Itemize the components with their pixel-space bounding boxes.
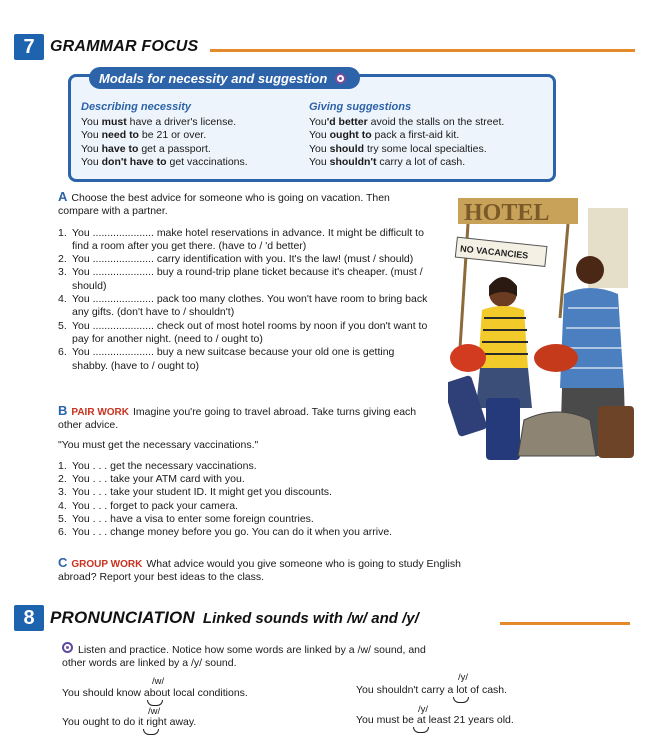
list-item: 5. You ..................... check out of most hotel rooms by noon if you don't want to pay for another night. (need to / ought to) <box>58 319 428 345</box>
audio-icon[interactable] <box>62 642 73 653</box>
grammar-row: You ought to pack a first-aid kit. <box>309 129 460 142</box>
suggestions-heading: Giving suggestions <box>309 101 412 113</box>
part-b-instruction: B PAIR WORK Imagine you're going to travel abroad. Take turns giving each other advice. <box>58 403 417 432</box>
part-b-example: "You must get the necessary vaccinations." <box>58 438 259 451</box>
hotel-sign: HOTEL <box>464 200 550 226</box>
pair-work-tag: PAIR WORK <box>71 407 129 418</box>
part-a-instruction: A Choose the best advice for someone who is going on vacation. Then compare with a partner. <box>58 189 390 218</box>
link-mark <box>453 697 469 703</box>
part-b-list <box>58 460 438 540</box>
section-8-rule <box>500 622 630 625</box>
part-c-letter: C <box>58 555 68 570</box>
part-a-letter: A <box>58 189 68 204</box>
list-item: 3. You ..................... buy a round-trip plane ticket because it's cheaper. (must / should) <box>58 266 423 292</box>
part-b-letter: B <box>58 403 68 418</box>
grammar-row: You'd better avoid the stalls on the street. <box>309 115 505 128</box>
part-a <box>58 190 428 373</box>
necessity-heading: Describing necessity <box>81 101 192 113</box>
example-sentence: You should know about local conditions. <box>62 687 248 699</box>
ipa-label: /w/ <box>152 676 165 687</box>
list-item: 4. You ..................... pack too many clothes. You won't have room to bring back any gifts. (don't have to / shouldn't) <box>58 293 428 319</box>
audio-icon[interactable] <box>335 73 346 84</box>
part-a-list <box>58 227 428 373</box>
part-c-instruction: What advice would you give someone who is going to study English abroad? Report your best ideas to the class. <box>58 558 461 584</box>
group-work-tag: GROUP WORK <box>71 559 143 570</box>
example-sentence: You must be at least 21 years old. <box>356 714 514 726</box>
section-title: GRAMMAR FOCUS <box>50 38 199 55</box>
grammar-row: You must have a driver's license. <box>81 115 237 128</box>
list-item: 6. You ..................... buy a new suitcase because your old one is getting shabby. (have to / ought to) <box>58 346 395 372</box>
section-title: PRONUNCIATION <box>50 608 195 627</box>
grammar-box-title <box>89 67 360 89</box>
ipa-label: /w/ <box>148 706 161 717</box>
list-item: 1. You . . . get the necessary vaccinations. <box>58 459 257 472</box>
grammar-box-title-text: Modals for necessity and suggestion <box>99 70 328 86</box>
necessity-column <box>81 101 248 170</box>
ipa-label: /y/ <box>418 704 429 715</box>
section-8-header <box>14 603 419 633</box>
grammar-row: You have to get a passport. <box>81 142 211 155</box>
part-c <box>58 556 478 585</box>
section-number: 8 <box>14 605 44 631</box>
list-item: 6. You . . . change money before you go. You can do it when you arrive. <box>58 526 393 539</box>
grammar-row: You should try some local specialties. <box>309 142 487 155</box>
pronunciation-instruction: Listen and practice. Notice how some words are linked by a /w/ sound, and other words are linked by a /y/ sound. <box>62 644 426 670</box>
list-item: 2. You . . . take your ATM card with you. <box>58 473 245 486</box>
example-sentence: You shouldn't carry a lot of cash. <box>356 684 508 696</box>
suggestions-column <box>309 101 504 170</box>
section-subtitle: Linked sounds with /w/ and /y/ <box>202 609 419 627</box>
link-mark <box>413 727 429 733</box>
list-item: 3. You . . . take your student ID. It might get you discounts. <box>58 486 332 499</box>
travelers-illustration <box>448 198 642 466</box>
link-mark <box>143 729 159 735</box>
grammar-row: You don't have to get vaccinations. <box>81 156 248 169</box>
list-item: 4. You . . . forget to pack your camera. <box>58 499 238 512</box>
vacancy-sign: NO VACANCIES <box>459 243 529 261</box>
section-7-header <box>14 32 198 62</box>
grammar-box <box>68 70 556 182</box>
list-item: 1. You ..................... make hotel reservations in advance. It might be difficult to find a room after you get there. (have to / 'd better) <box>58 226 424 252</box>
grammar-row: You need to be 21 or over. <box>81 129 207 142</box>
list-item: 5. You . . . have a visa to enter some foreign countries. <box>58 513 314 526</box>
section-number: 7 <box>14 34 44 60</box>
list-item: 2. You ..................... carry identification with you. It's the law! (must / should) <box>58 253 414 266</box>
ipa-label: /y/ <box>458 672 469 683</box>
section-7-rule <box>210 49 635 52</box>
part-b <box>58 404 438 540</box>
grammar-row: You shouldn't carry a lot of cash. <box>309 156 466 169</box>
example-sentence: You ought to do it right away. <box>62 716 197 728</box>
